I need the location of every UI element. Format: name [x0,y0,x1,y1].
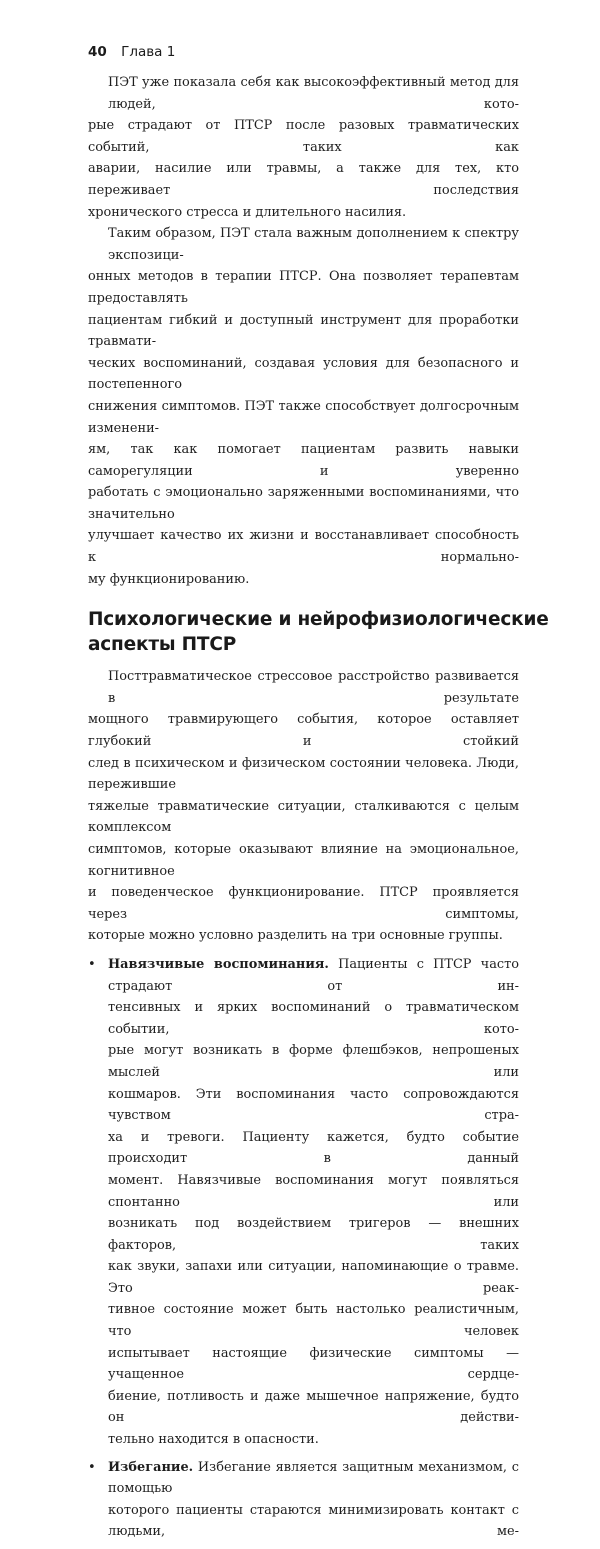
text-line: мощного травмирующего события, которое оставляет глубокий и стойкий [88,712,519,750]
text-line: Таким образом, ПЭТ стала важным дополнением к спектру экспозици- [108,226,519,263]
text-line: которого пациенты стараются минимизировать контакт с людьми, ме- [108,1502,519,1540]
paragraph-2 [88,223,519,590]
running-head [88,44,175,60]
text-line: пациентам гибкий и доступный инструмент для проработки травмати- [88,312,519,350]
text-line: которые можно условно разделить на три основные группы. [88,928,503,944]
text-line: тенсивных и ярких воспоминаний о травматическом событии, кото- [108,1000,519,1037]
text-line: тяжелые травматические ситуации, сталкиваются с целым комплексом [88,798,519,836]
text-line: работать с эмоционально заряженными воспоминаниями, что значительно [88,485,519,522]
chapter-title: Глава 1 [121,44,176,60]
text-line: симптомов, которые оказывают влияние на эмоциональное, когнитивное [88,842,519,879]
text-line: тивное состояние может быть настолько реалистичным, что человек [108,1302,519,1340]
text-line: возникать под воздействием тригеров — внешних факторов, таких [108,1216,519,1253]
list-item [88,1457,519,1543]
text-line: ПЭТ уже показала себя как высокоэффективный метод для людей, кото- [108,75,519,112]
text-line: биение, потливость и даже мышечное напряжение, будто он действи- [108,1388,519,1426]
text-line: кошмаров. Эти воспоминания часто сопровождаются чувством стра- [108,1086,519,1124]
heading-line: Психологические и нейрофизиологические [88,609,549,631]
text-line: улучшает качество их жизни и восстанавливает способность к нормально- [88,528,519,566]
text-line: рые могут возникать в форме флешбэков, непрошеных мыслей или [108,1043,519,1080]
symptom-list [88,954,519,1543]
section-paragraph [88,666,519,947]
bullet-marker: • [88,1459,96,1475]
section-heading [88,607,549,657]
text-line: и поведенческое функционирование. ПТСР проявляется через симптомы, [88,885,519,922]
text-line: Посттравматическое стрессовое расстройство развивается в результате [108,669,519,706]
text-line [108,1457,519,1500]
text-line: рые страдают от ПТСР после разовых травматических событий, таких как [88,118,519,155]
text-line: ям, так как помогает пациентам развить навыки саморегуляции и уверенно [88,442,519,479]
bullet-marker: • [88,956,96,972]
text-fragment: Избегание является защитным механизмом, с помощью [108,1459,519,1497]
text-line: аварии, насилие или травмы, а также для тех, кто переживает последствия [88,161,519,198]
text-line: след в психическом и физическом состоянии человека. Люди, пережившие [88,755,519,793]
heading-line: аспекты ПТСР [88,634,237,656]
text-line: момент. Навязчивые воспоминания могут появляться спонтанно или [108,1172,519,1210]
list-item-term: Навязчивые воспоминания. [108,956,329,972]
list-item-term: Избегание. [108,1459,194,1475]
text-fragment: Пациенты с ПТСР часто страдают от ин- [108,956,519,994]
text-line: как звуки, запахи или ситуации, напоминающие о травме. Это реак- [108,1259,519,1296]
text-line: испытывает настоящие физические симптомы — учащенное сердце- [108,1345,519,1383]
text-line: ха и тревоги. Пациенту кажется, будто событие происходит в данный [108,1129,519,1167]
text-line [108,954,519,997]
text-line: онных методов в терапии ПТСР. Она позволяет терапевтам предоставлять [88,269,519,306]
text-line: хронического стресса и длительного насилия. [88,204,407,220]
text-line: снижения симптомов. ПЭТ также способствует долгосрочным изменени- [88,398,519,436]
text-line: тельно находится в опасности. [108,1432,319,1448]
text-line: му функционированию. [88,571,250,587]
page-number: 40 [88,44,107,60]
page-body [88,72,549,1549]
paragraph-1 [88,72,519,223]
text-line: ческих воспоминаний, создавая условия для безопасного и постепенного [88,355,519,393]
list-item [88,954,519,1451]
